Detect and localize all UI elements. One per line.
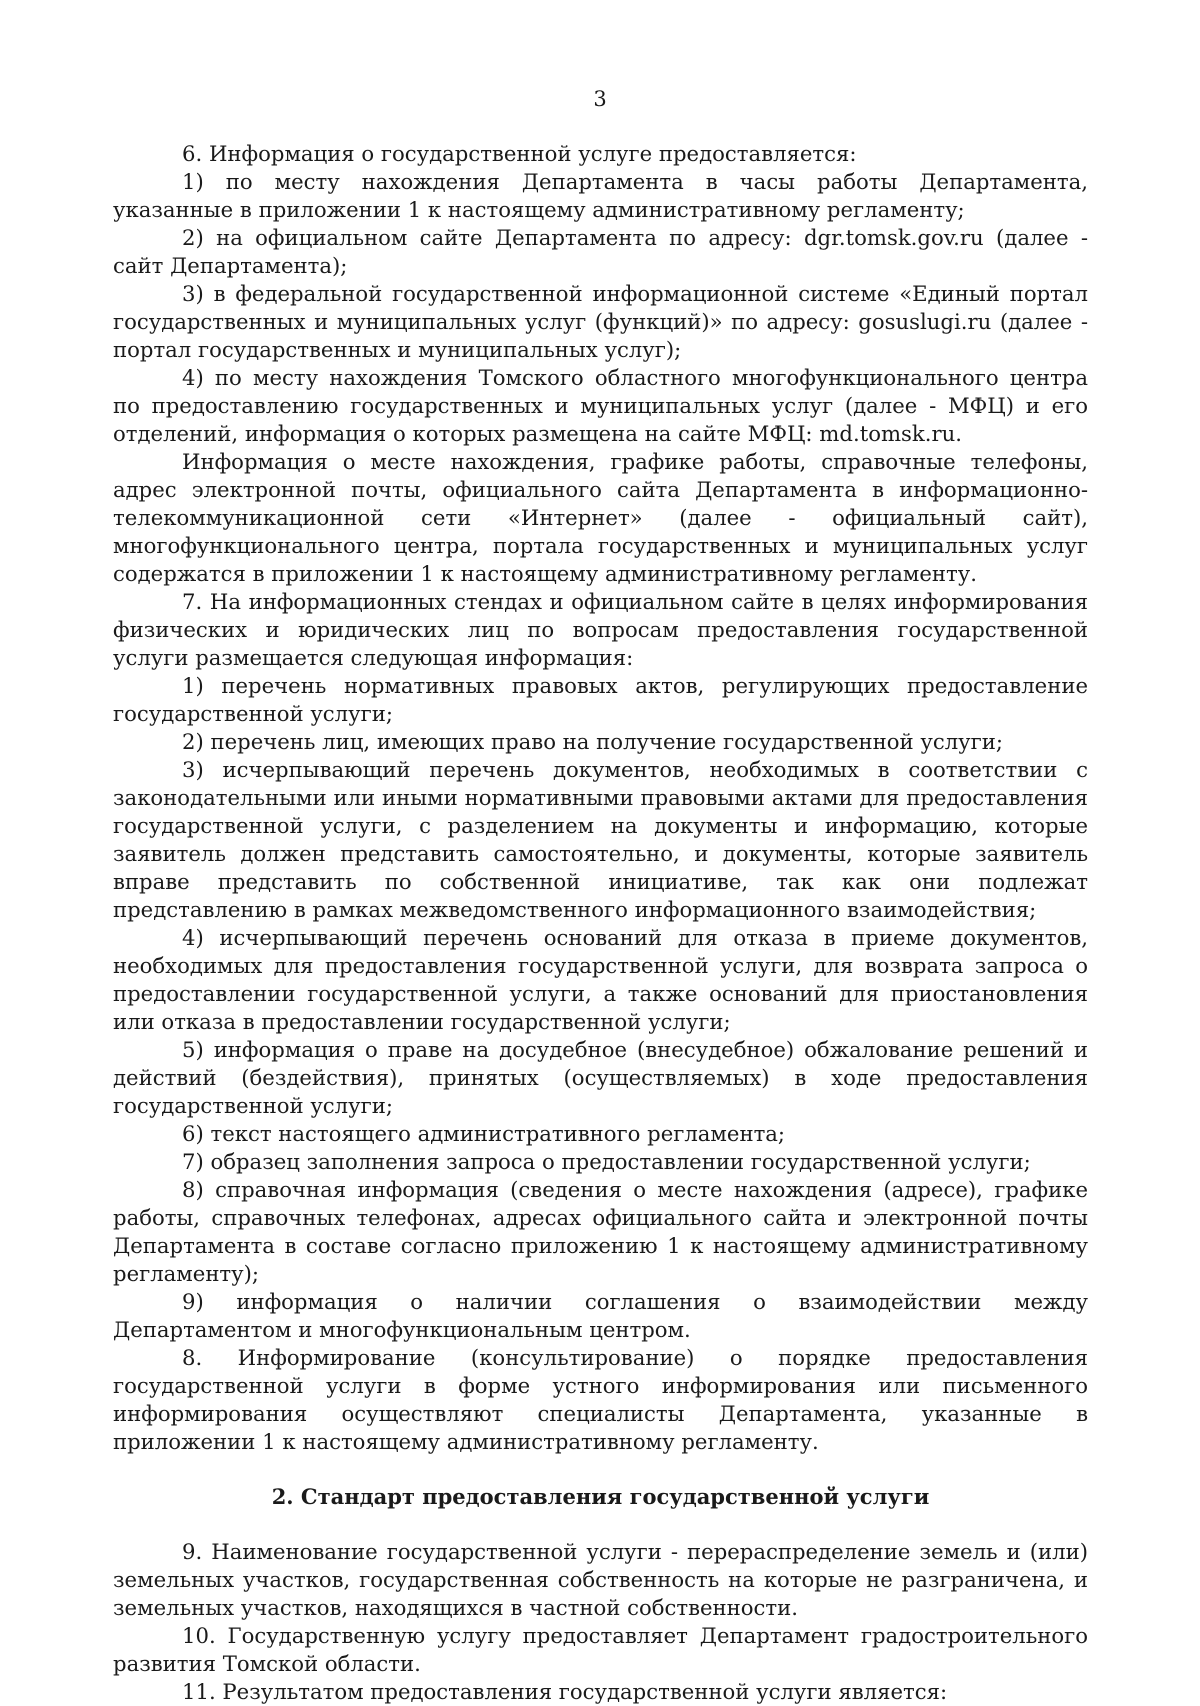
paragraph-7-item-3: 3) исчерпывающий перечень документов, необходимых в соответствии с законодательными или иными нормативными правовыми актами для предоставления государственной услуги, с разделением на документы и информацию, которые заявитель должен представить самостоятельно, и документы, которые заявитель вправе представить по собственной инициативе, так как они подлежат представлению в рамках межведомственного информационного взаимодействия; [113,757,1088,922]
paragraph-7-item-6: 6) текст настоящего административного регламента; [182,1121,786,1146]
paragraph-6-item-2: 2) на официальном сайте Департамента по адресу: dgr.tomsk.gov.ru (далее - сайт Департамента); [113,225,1088,278]
paragraph-6-item-1: 1) по месту нахождения Департамента в часы работы Департамента, указанные в приложении 1 к настоящему административному регламенту; [113,169,1088,222]
paragraph-8: 8. Информирование (консультирование) о порядке предоставления государственной услуги в форме устного информирования или письменного информирования осуществляют специалисты Департамента, указанные в приложении 1 к настоящему административному регламенту. [113,1345,1088,1454]
paragraph-6-contacts: Информация о месте нахождения, графике работы, справочные телефоны, адрес электронной почты, официального сайта Департамента в информационно-телекоммуникационной сети «Интернет» (далее - официальный сайт), многофункционального центра, портала государственных и муниципальных услуг содержатся в приложении 1 к настоящему административному регламенту. [113,449,1088,586]
paragraph-7-item-8: 8) справочная информация (сведения о месте нахождения (адресе), графике работы, справочных телефонах, адресах официального сайта и электронной почты Департамента в составе согласно приложению 1 к настоящему административному регламенту); [113,1177,1088,1286]
paragraph-6-item-3: 3) в федеральной государственной информационной системе «Единый портал государственных и муниципальных услуг (функций)» по адресу: gosuslugi.ru (далее - портал государственных и муниципальных услуг); [113,281,1088,362]
paragraph-7-item-2: 2) перечень лиц, имеющих право на получение государственной услуги; [182,729,1003,754]
page-number: 3 [593,87,607,111]
paragraph-7-item-9: 9) информация о наличии соглашения о взаимодействии между Департаментом и многофункциональным центром. [113,1289,1088,1342]
paragraph-9: 9. Наименование государственной услуги - перераспределение земель и (или) земельных участков, государственная собственность на которые не разграничена, и земельных участков, находящихся в частной собственности. [113,1539,1088,1620]
paragraph-7: 7. На информационных стендах и официальном сайте в целях информирования физических и юридических лиц по вопросам предоставления государственной услуги размещается следующая информация: [113,589,1088,670]
paragraph-7-item-1: 1) перечень нормативных правовых актов, регулирующих предоставление государственной услуги; [113,673,1088,726]
section-heading: 2. Стандарт предоставления государственной услуги [271,1484,930,1509]
paragraph-6-item-4: 4) по месту нахождения Томского областного многофункционального центра по предоставлению государственных и муниципальных услуг (далее - МФЦ) и его отделений, информация о которых размещена на сайте МФЦ: md.tomsk.ru. [113,365,1088,446]
paragraph-7-item-7: 7) образец заполнения запроса о предоставлении государственной услуги; [182,1149,1031,1174]
paragraph-7-item-4: 4) исчерпывающий перечень оснований для отказа в приеме документов, необходимых для предоставления государственной услуги, для возврата запроса о предоставлении государственной услуги, а также оснований для приостановления или отказа в предоставлении государственной услуги; [113,925,1088,1034]
document-body [113,140,1088,1706]
paragraph-10: 10. Государственную услугу предоставляет Департамент градостроительного развития Томской области. [113,1623,1088,1676]
paragraph-7-item-5: 5) информация о праве на досудебное (внесудебное) обжалование решений и действий (бездействия), принятых (осуществляемых) в ходе предоставления государственной услуги; [113,1037,1088,1118]
paragraph-6: 6. Информация о государственной услуге предоставляется: [182,141,857,166]
paragraph-11: 11. Результатом предоставления государственной услуги является: [182,1679,948,1704]
